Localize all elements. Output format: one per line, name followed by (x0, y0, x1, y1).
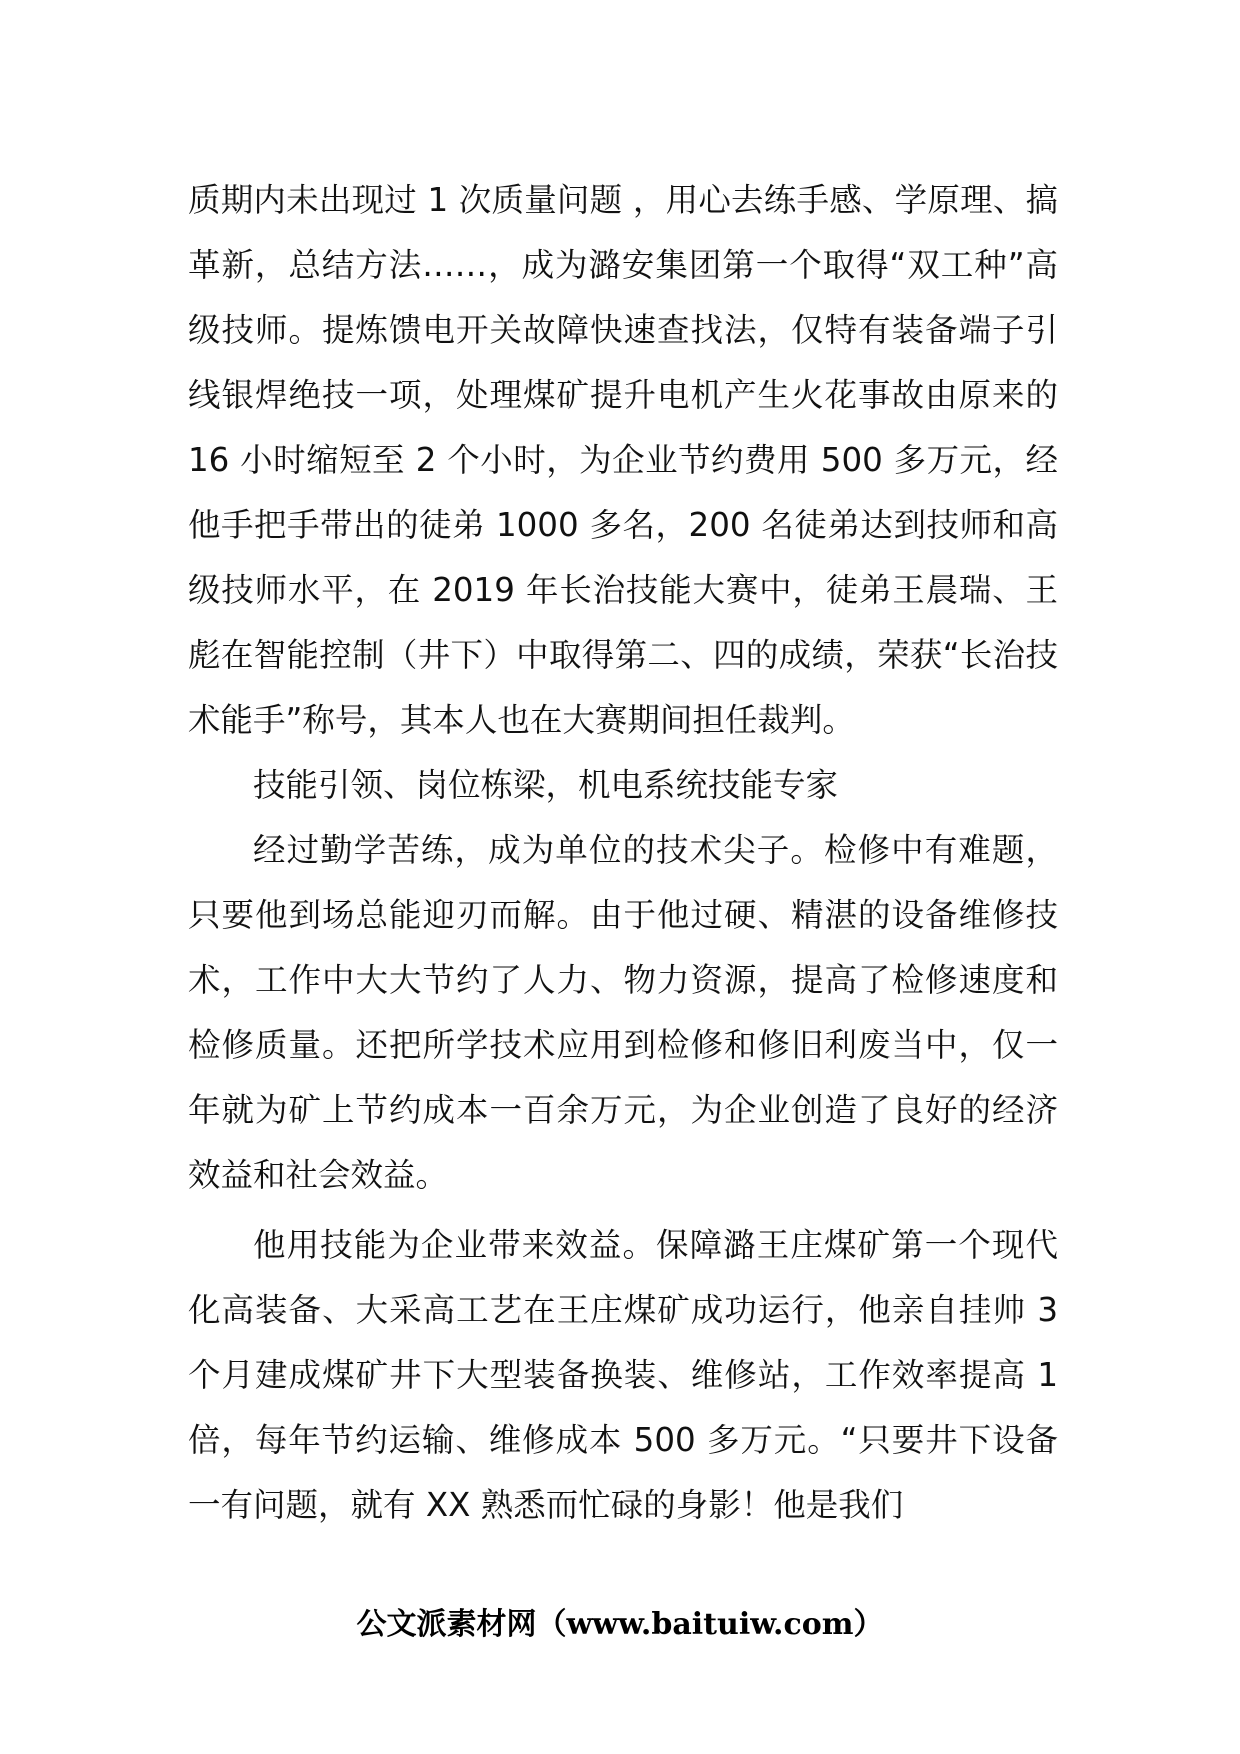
footer-watermark: 公文派素材网（www.baituiw.com） (356, 1607, 884, 1642)
document-body (188, 168, 1058, 1538)
section-heading: 技能引领、岗位栋梁，机电系统技能专家 (253, 766, 839, 804)
paragraph: 经过勤学苦练，成为单位的技术尖子。检修中有难题，只要他到场总能迎刃而解。由于他过硬、精湛的设备维修技术，工作中大大节约了人力、物力资源，提高了检修速度和检修质量。还把所学技术应用到检修和修旧利废当中，仅一年就为矿上节约成本一百余万元，为企业创造了良好的经济效益和社会效益。 (188, 831, 1058, 1194)
paragraph-continued: 质期内未出现过 1 次质量问题 ，用心去练手感、学原理、搞革新，总结方法……，成为潞安集团第一个取得“双工种”高级技师。提炼馈电开关故障快速查找法，仅特有装备端子引线银焊绝技一项，处理煤矿提升电机产生火花事故由原来的 16 小时缩短至 2 个小时，为企业节约费用 500 多万元，经他手把手带出的徒弟 1000 多名，200 名徒弟达到技师和高级技师水平，在 2019 年长治技能大赛中，徒弟王晨瑞、王彪在智能控制（井下）中取得第二、四的成绩，荣获“长治技术能手”称号，其本人也在大赛期间担任裁判。 (188, 181, 1058, 739)
paragraph: 他用技能为企业带来效益。保障潞王庄煤矿第一个现代化高装备、大采高工艺在王庄煤矿成功运行，他亲自挂帅 3 个月建成煤矿井下大型装备换装、维修站，工作效率提高 1 倍，每年节约运输、维修成本 500 多万元。“只要井下设备一有问题，就有 XX 熟悉而忙碌的身影！他是我们 (188, 1226, 1058, 1524)
